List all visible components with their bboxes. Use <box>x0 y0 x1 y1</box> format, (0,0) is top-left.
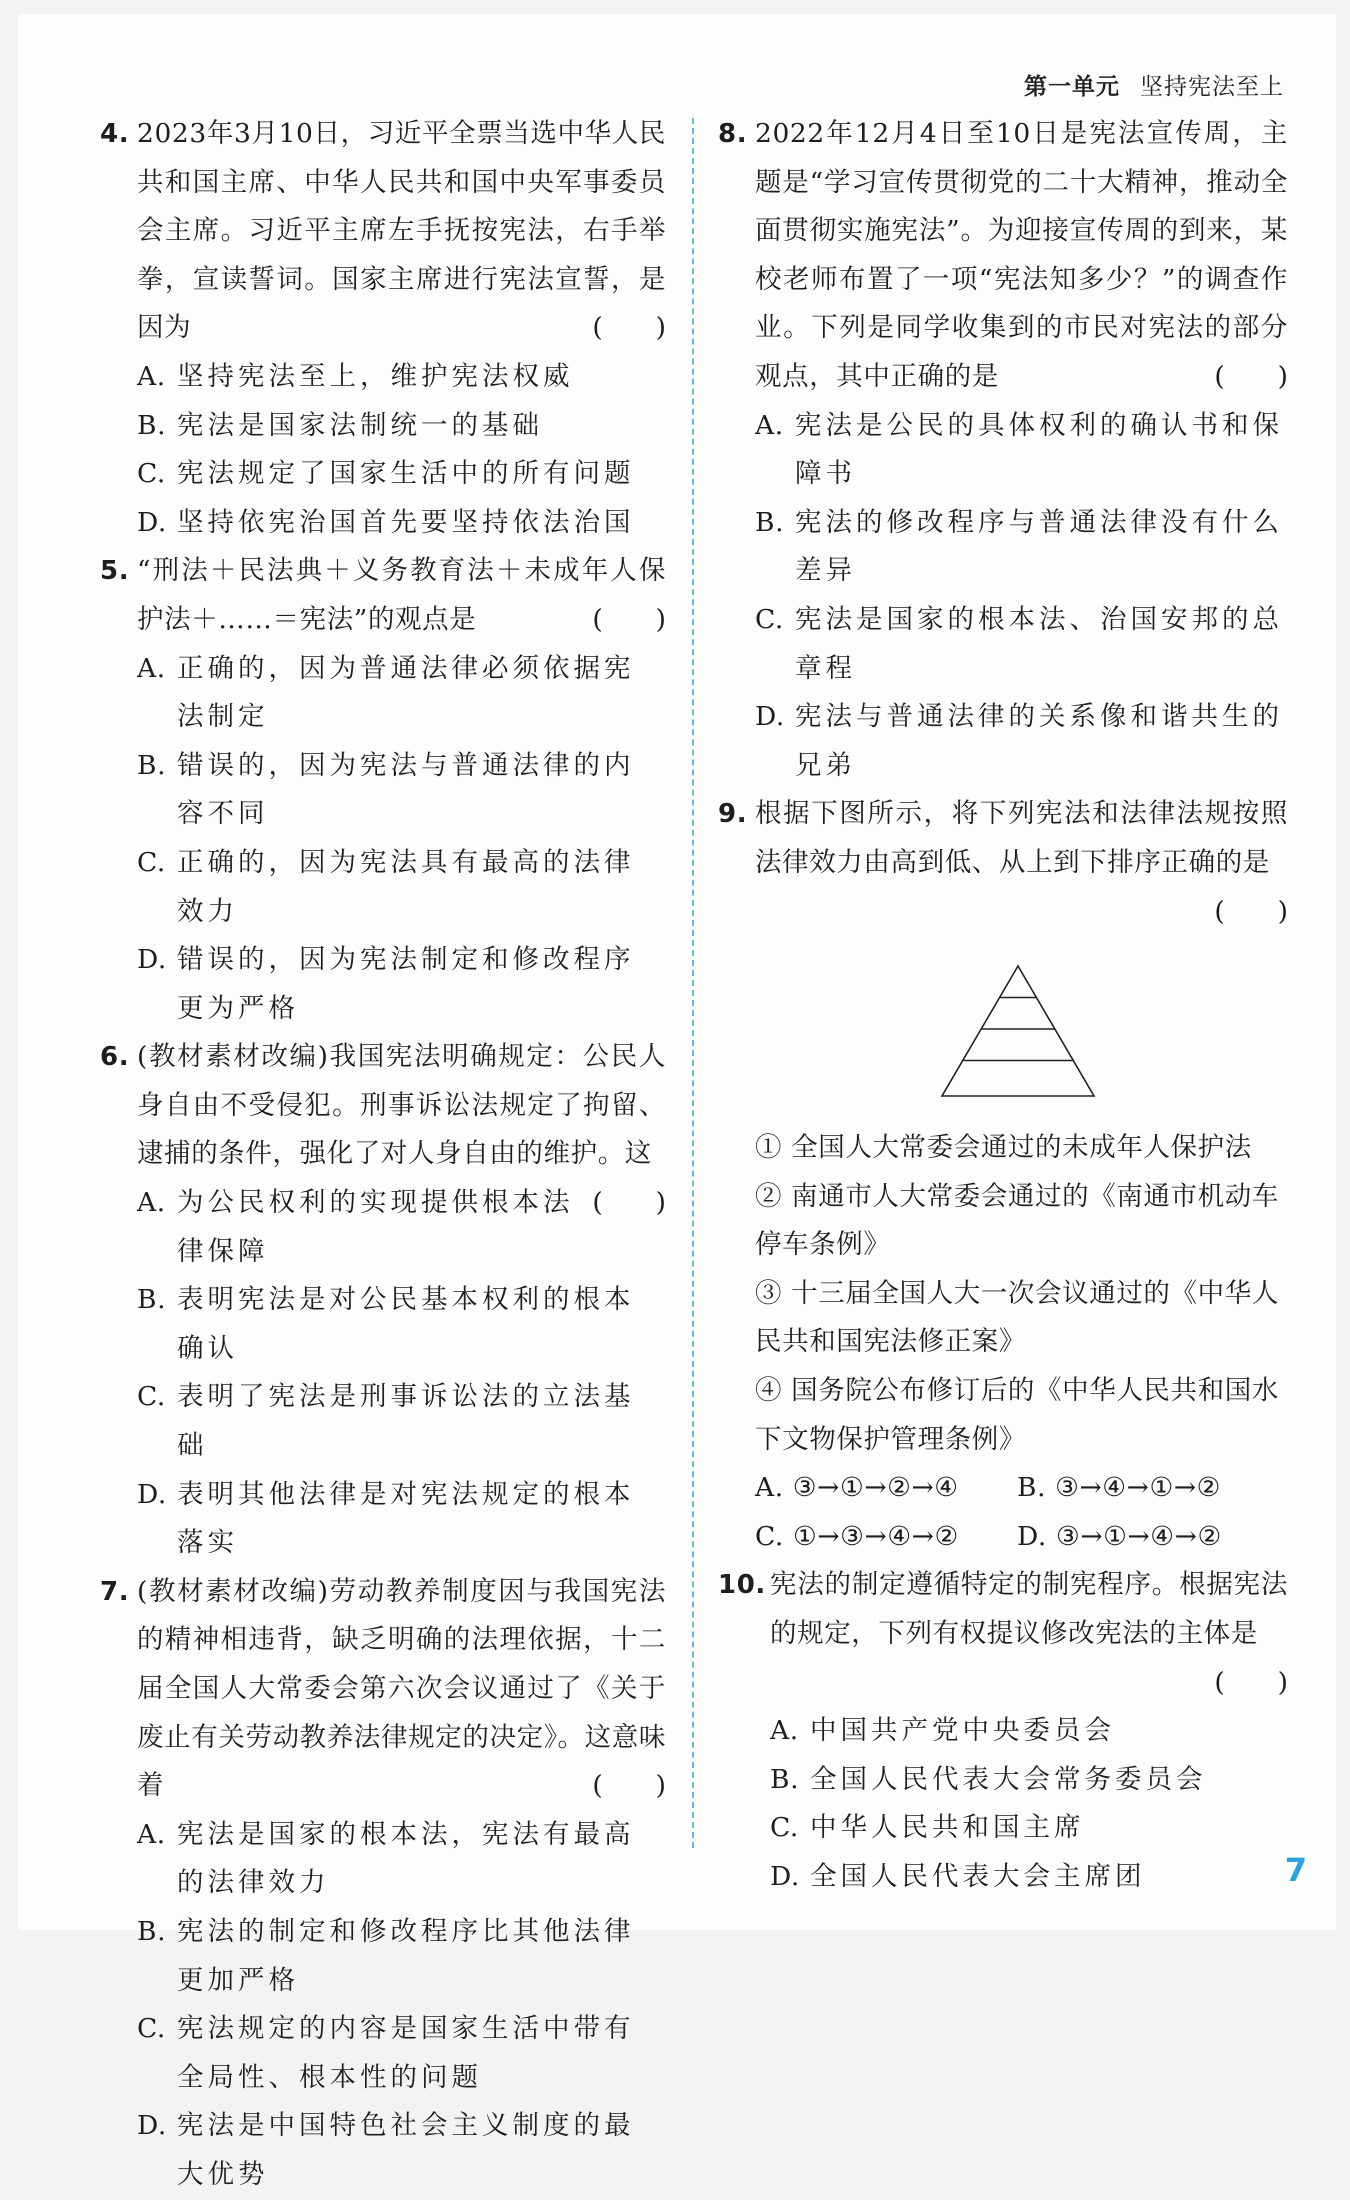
question-number: 6. <box>100 1042 130 1073</box>
question-number: 4. <box>100 119 130 149</box>
option-text: 宪法的修改程序与普通法律没有什么差异 <box>795 506 1283 587</box>
option-text: 错误的，因为宪法制定和修改程序更为严格 <box>177 944 635 1024</box>
option-text: 宪法是国家法制统一的基础 <box>177 409 543 441</box>
option-text: ①→③→④→② <box>793 1520 959 1552</box>
option-label: C. <box>755 1520 784 1552</box>
header-unit: 第一单元 <box>1024 74 1120 100</box>
option-text: ③→④→①→② <box>1055 1472 1221 1504</box>
pyramid-diagram <box>940 964 1096 1098</box>
option-text: 表明了宪法是刑事诉讼法的立法基础 <box>177 1381 635 1462</box>
option-label: D. <box>1017 1520 1047 1552</box>
option-b[interactable] <box>100 742 666 839</box>
stem-text: 宪法的制定遵循特定的制宪程序。根据宪法的规定，下列有权提议修改宪法的主体是 <box>770 1569 1288 1650</box>
option-label: A. <box>755 1472 784 1504</box>
option-text: 中华人民共和国主席 <box>810 1812 1085 1844</box>
question-stem <box>718 110 1288 402</box>
statement-3: ③ 十三届全国人大一次会议通过的《中华人民共和国宪法修正案》 <box>755 1277 1279 1358</box>
option-row <box>718 1513 1288 1562</box>
option-d[interactable] <box>100 1471 666 1568</box>
option-label: B. <box>137 749 167 781</box>
option-label: B. <box>770 1763 800 1795</box>
statement-4: ④ 国务院公布修订后的《中华人民共和国水下文物保护管理条例》 <box>755 1375 1279 1455</box>
running-header <box>1024 68 1284 101</box>
option-b[interactable] <box>718 1756 1288 1805</box>
option-label: C. <box>755 603 784 635</box>
option-text: 坚持依宪治国首先要坚持依法治国 <box>177 506 635 538</box>
option-d[interactable] <box>1017 1513 1222 1562</box>
question-stem <box>100 110 666 353</box>
option-text: 中国共产党中央委员会 <box>810 1715 1115 1747</box>
option-label: C. <box>137 2013 166 2045</box>
option-label: A. <box>137 652 166 684</box>
option-label: D. <box>770 1861 800 1892</box>
question-10 <box>718 1561 1288 1901</box>
option-text: 表明其他法律是对宪法规定的根本落实 <box>177 1478 635 1559</box>
option-text: 宪法与普通法律的关系像和谐共生的兄弟 <box>795 701 1283 781</box>
question-number: 5. <box>100 556 130 587</box>
option-c[interactable] <box>718 1804 1288 1853</box>
option-a[interactable] <box>718 1707 1288 1756</box>
stem-text: “刑法＋民法典＋义务教育法＋未成年人保护法＋……＝宪法”的观点是 <box>137 555 666 635</box>
question-number: 9. <box>718 799 748 830</box>
option-text: 为公民权利的实现提供根本法律保障 <box>177 1187 574 1267</box>
stem-text: (教材素材改编)我国宪法明确规定：公民人身自由不受侵犯。刑事诉讼法规定了拘留、逮捕的条件，强化了对人身自由的维护。这 <box>137 1041 666 1170</box>
option-text: ③→①→②→④ <box>792 1472 959 1504</box>
option-label: A. <box>755 409 784 441</box>
option-c[interactable] <box>100 839 666 936</box>
page-number: 7 <box>1284 1851 1307 1889</box>
option-b[interactable] <box>100 1276 666 1373</box>
option-label: C. <box>137 1381 166 1413</box>
option-label: B. <box>1017 1472 1047 1504</box>
stem-text: 2023年3月10日，习近平全票当选中华人民共和国主席、中华人民共和国中央军事委员会主席。习近平主席左手抚按宪法，右手举拳，宣读誓词。国家主席进行宪法宣誓，是因为 <box>137 118 666 344</box>
option-text: 正确的，因为普通法律必须依据宪法制定 <box>177 652 635 733</box>
option-label: C. <box>770 1812 799 1844</box>
option-text: 宪法是国家的根本法、治国安邦的总章程 <box>795 603 1283 684</box>
option-d[interactable] <box>718 693 1288 790</box>
option-text: 坚持宪法至上，维护宪法权威 <box>177 360 574 392</box>
question-number: 8. <box>718 119 748 149</box>
stem-text: (教材素材改编)劳动教养制度因与我国宪法的精神相违背，缺乏明确的法理依据，十二届全国人大常委会第六次会议通过了《关于废止有关劳动教养法律规定的决定》。这意味着 <box>137 1575 666 1802</box>
option-text: 正确的，因为宪法具有最高的法律效力 <box>177 846 635 927</box>
column-divider <box>692 118 694 1848</box>
question-8 <box>718 110 1288 790</box>
option-c[interactable] <box>755 1513 1017 1562</box>
option-text: 宪法是公民的具体权利的确认书和保障书 <box>795 409 1283 490</box>
statement-2: ② 南通市人大常委会通过的《南通市机动车停车条例》 <box>755 1180 1279 1261</box>
question-stem <box>100 1568 666 1811</box>
option-text: 宪法规定的内容是国家生活中带有全局性、根本性的问题 <box>177 2013 635 2093</box>
question-number: 10. <box>718 1570 766 1601</box>
question-stem <box>100 1033 666 1219</box>
option-c[interactable] <box>100 450 666 499</box>
option-label: B. <box>137 409 167 441</box>
option-d[interactable] <box>100 2102 666 2199</box>
statement-1: ① 全国人大常委会通过的未成年人保护法 <box>755 1132 1252 1164</box>
option-a[interactable] <box>100 645 666 742</box>
option-label: A. <box>137 360 166 392</box>
option-label: B. <box>137 1284 167 1316</box>
answer-blank[interactable]: ( ) <box>592 1187 666 1219</box>
option-b[interactable] <box>1017 1464 1221 1513</box>
question-stem <box>100 547 666 644</box>
option-c[interactable] <box>100 2005 666 2102</box>
option-text: 全国人民代表大会常务委员会 <box>810 1763 1207 1795</box>
question-stem <box>718 1561 1288 1658</box>
left-column <box>100 110 666 2200</box>
question-7 <box>100 1568 666 2200</box>
option-a[interactable] <box>100 1179 592 1276</box>
question-4 <box>100 110 666 547</box>
option-label: A. <box>137 1818 166 1850</box>
option-label: A. <box>770 1715 799 1747</box>
stem-text: 2022年12月4日至10日是宪法宣传周，主题是“学习宣传贯彻党的二十大精神，推动全面贯彻实施宪法”。为迎接宣传周的到来，某校老师布置了一项“宪法知多少？”的调查作业。下列是同学收集到的市民对宪法的部分观点，其中正确的是 <box>755 118 1288 392</box>
option-c[interactable] <box>100 1373 666 1470</box>
option-label: D. <box>137 944 167 976</box>
option-label: B. <box>137 1915 167 1947</box>
option-b[interactable] <box>718 499 1288 596</box>
option-d[interactable] <box>100 499 666 548</box>
stem-text: 根据下图所示，将下列宪法和法律法规按照法律效力由高到低、从上到下排序正确的是 <box>755 798 1288 878</box>
option-c[interactable] <box>718 596 1288 693</box>
question-stem <box>718 790 1288 887</box>
option-a[interactable] <box>100 353 666 402</box>
option-label: D. <box>137 1478 167 1510</box>
answer-blank[interactable]: ( ) <box>592 312 666 344</box>
option-b[interactable] <box>100 1908 666 2005</box>
option-row <box>718 1464 1288 1513</box>
option-a[interactable] <box>718 402 1288 499</box>
answer-blank[interactable]: ( ) <box>592 603 666 635</box>
option-text: 表明宪法是对公民基本权利的根本确认 <box>177 1284 635 1364</box>
answer-blank[interactable]: ( ) <box>1214 895 1288 927</box>
question-6 <box>100 1033 666 1568</box>
option-label: A. <box>137 1187 166 1219</box>
option-label: D. <box>755 701 785 733</box>
option-text: 宪法是国家的根本法，宪法有最高的法律效力 <box>177 1818 635 1899</box>
question-5 <box>100 547 666 1033</box>
option-text: 全国人民代表大会主席团 <box>810 1861 1146 1892</box>
right-column <box>718 110 1288 1902</box>
answer-blank[interactable]: ( ) <box>1214 360 1288 392</box>
option-a[interactable] <box>100 1811 666 1908</box>
answer-blank[interactable]: ( ) <box>1214 1666 1288 1698</box>
option-b[interactable] <box>100 402 666 451</box>
option-label: D. <box>137 2110 167 2142</box>
question-number: 7. <box>100 1576 130 1607</box>
option-text: 宪法是中国特色社会主义制度的最大优势 <box>177 2110 635 2190</box>
question-9 <box>718 790 1288 1561</box>
option-text: ③→①→④→② <box>1055 1520 1222 1552</box>
option-label: B. <box>755 506 785 538</box>
option-text: 错误的，因为宪法与普通法律的内容不同 <box>177 749 635 830</box>
option-d[interactable] <box>718 1853 1288 1902</box>
option-text: 宪法的制定和修改程序比其他法律更加严格 <box>177 1915 635 1996</box>
header-title: 坚持宪法至上 <box>1140 74 1284 100</box>
answer-blank[interactable]: ( ) <box>592 1770 666 1802</box>
option-d[interactable] <box>100 936 666 1033</box>
option-a[interactable] <box>755 1464 1017 1513</box>
option-label: D. <box>137 506 167 538</box>
option-label: C. <box>137 458 166 490</box>
option-text: 宪法规定了国家生活中的所有问题 <box>177 458 635 490</box>
option-label: C. <box>137 846 166 878</box>
